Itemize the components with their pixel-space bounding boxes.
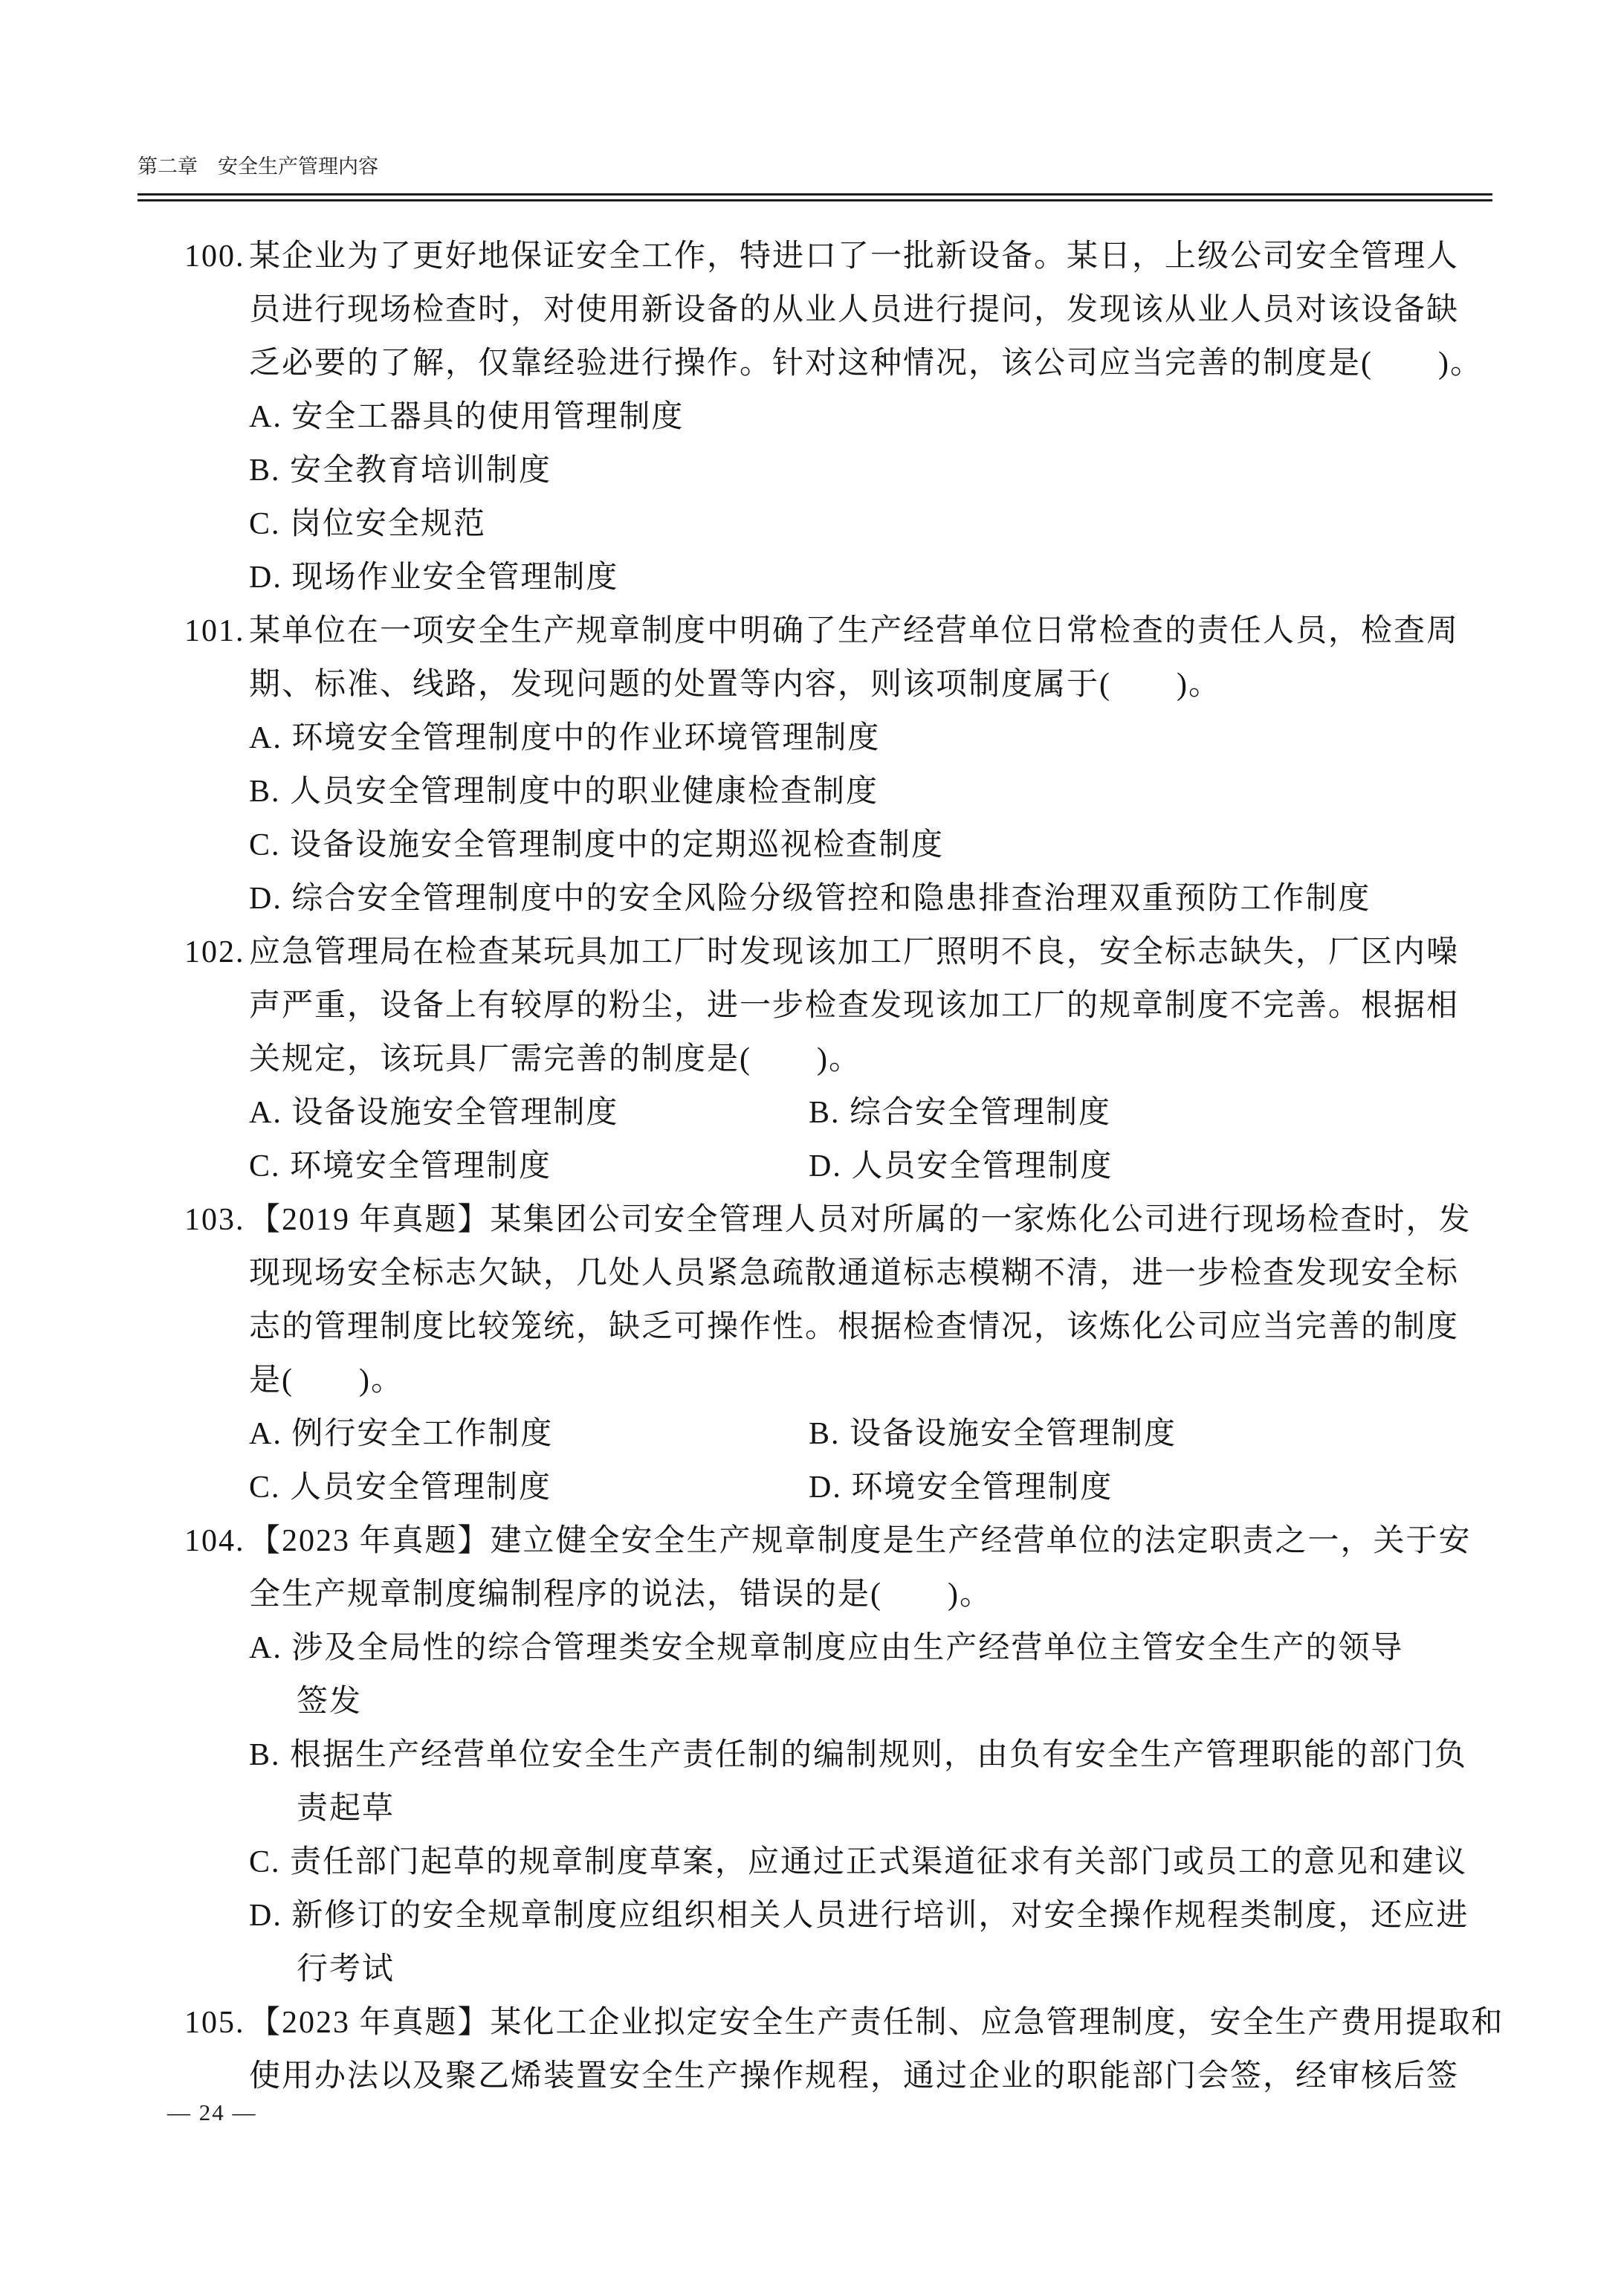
chapter-title: 安全生产管理内容 [218, 155, 378, 178]
question [184, 1193, 1567, 1514]
option-continuation-line: 签发 [297, 1685, 363, 1719]
option-row [249, 1086, 1494, 1140]
option-cell: C. 人员安全管理制度 [249, 1470, 552, 1505]
question [184, 1514, 1567, 1996]
option-row [249, 1407, 1494, 1461]
option-line: A. 环境安全管理制度中的作业环境管理制度 [249, 721, 881, 755]
option-line: C. 责任部门起草的规章制度草案，应通过正式渠道征求有关部门或员工的意见和建议 [249, 1845, 1468, 1879]
question-body [249, 604, 1494, 926]
option-cell: A. 设备设施安全管理制度 [249, 1096, 619, 1130]
option-row [249, 1140, 1494, 1193]
stem-line: 某单位在一项安全生产规章制度中明确了生产经营单位日常检查的责任人员，检查周 [249, 614, 1460, 648]
question-number: 104. [184, 1524, 245, 1558]
question-number: 102. [184, 935, 245, 969]
stem-line: 声严重，设备上有较厚的粉尘，进一步检查发现该加工厂的规章制度不完善。根据相 [249, 989, 1460, 1023]
option-cell: B. 设备设施安全管理制度 [809, 1417, 1177, 1451]
option-line: B. 根据生产经营单位安全生产责任制的编制规则，由负有安全生产管理职能的部门负 [249, 1738, 1468, 1772]
page-number: — 24 — [167, 2099, 257, 2125]
option-continuation-line: 行考试 [297, 1952, 395, 1986]
option-line: A. 安全工器具的使用管理制度 [249, 400, 685, 434]
chapter-header [138, 153, 378, 180]
option-line: A. 涉及全局性的综合管理类安全规章制度应由生产经营单位主管安全生产的领导 [249, 1631, 1404, 1665]
question-body [249, 230, 1494, 604]
questions [184, 230, 1567, 2103]
question [184, 1996, 1567, 2103]
question-number: 103. [184, 1203, 245, 1237]
option-line: C. 设备设施安全管理制度中的定期巡视检查制度 [249, 828, 945, 862]
stem-line: 期、标准、线路，发现问题的处置等内容，则该项制度属于( )。 [249, 668, 1221, 702]
question-number: 100. [184, 239, 245, 274]
option-cell: A. 例行安全工作制度 [249, 1417, 554, 1451]
header-double-rule [138, 193, 1492, 201]
question [184, 926, 1567, 1193]
option-line: D. 综合安全管理制度中的安全风险分级管控和隐患排查治理双重预防工作制度 [249, 882, 1371, 916]
question-number: 101. [184, 614, 245, 648]
stem-line: 【2023 年真题】建立健全安全生产规章制度是生产经营单位的法定职责之一，关于安 [249, 1524, 1472, 1558]
stem-line: 使用办法以及聚乙烯装置安全生产操作规程，通过企业的职能部门会签，经审核后签 [249, 2059, 1460, 2093]
question-number: 105. [184, 2006, 245, 2040]
option-line: B. 安全教育培训制度 [249, 453, 552, 488]
question [184, 230, 1567, 604]
option-cell: C. 环境安全管理制度 [249, 1149, 552, 1184]
option-line: B. 人员安全管理制度中的职业健康检查制度 [249, 775, 879, 809]
chapter-number: 第二章 [138, 155, 198, 178]
option-cell: B. 综合安全管理制度 [809, 1096, 1112, 1130]
stem-line: 全生产规章制度编制程序的说法，错误的是( )。 [249, 1578, 992, 1612]
stem-line: 是( )。 [249, 1363, 404, 1398]
stem-line: 【2023 年真题】某化工企业拟定安全生产责任制、应急管理制度，安全生产费用提取和 [249, 2006, 1504, 2040]
question [184, 604, 1567, 926]
stem-line: 某企业为了更好地保证安全工作，特进口了一批新设备。某日，上级公司安全管理人 [249, 239, 1460, 274]
option-cell: D. 人员安全管理制度 [809, 1149, 1113, 1184]
stem-line: 应急管理局在检查某玩具加工厂时发现该加工厂照明不良，安全标志缺失，厂区内噪 [249, 935, 1460, 969]
stem-line: 志的管理制度比较笼统，缺乏可操作性。根据检查情况，该炼化公司应当完善的制度 [249, 1310, 1460, 1344]
stem-line: 现现场安全标志欠缺，几处人员紧急疏散通道标志模糊不清，进一步检查发现安全标 [249, 1256, 1460, 1291]
option-row [249, 1461, 1494, 1514]
option-cell: D. 环境安全管理制度 [809, 1470, 1113, 1505]
question-body [249, 926, 1494, 1193]
option-continuation-line: 责起草 [297, 1792, 395, 1826]
stem-line: 员进行现场检查时，对使用新设备的从业人员进行提问，发现该从业人员对该设备缺 [249, 293, 1460, 327]
option-line: D. 新修订的安全规章制度应组织相关人员进行培训，对安全操作规程类制度，还应进 [249, 1899, 1469, 1933]
option-line: C. 岗位安全规范 [249, 507, 487, 541]
question-body [249, 1193, 1494, 1514]
option-line: D. 现场作业安全管理制度 [249, 561, 619, 595]
stem-line: 关规定，该玩具厂需完善的制度是( )。 [249, 1042, 861, 1076]
question-body [249, 1996, 1504, 2103]
question-body [249, 1514, 1494, 1996]
stem-line: 【2019 年真题】某集团公司安全管理人员对所属的一家炼化公司进行现场检查时，发 [249, 1203, 1472, 1237]
stem-line: 乏必要的了解，仅靠经验进行操作。针对这种情况，该公司应当完善的制度是( )。 [249, 346, 1483, 381]
